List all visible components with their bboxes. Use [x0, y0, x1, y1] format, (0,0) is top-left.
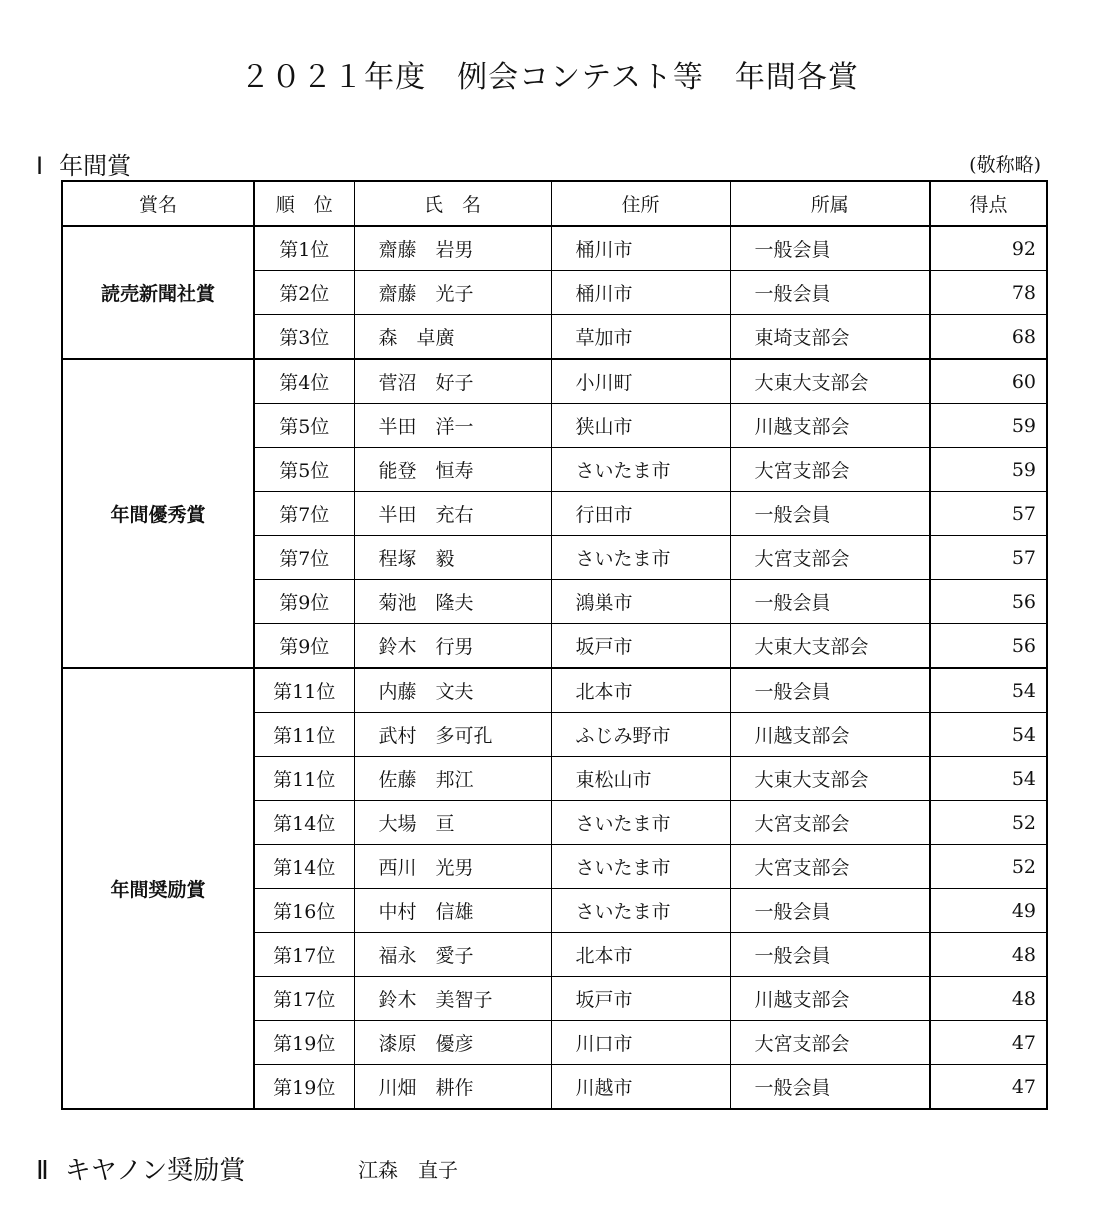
address-cell: 川口市 [551, 1021, 730, 1065]
rank-cell: 第19位 [254, 1021, 354, 1065]
rank-cell: 第3位 [254, 315, 354, 360]
name-cell: 半田 充右 [354, 492, 551, 536]
section-label: 年間賞 [59, 152, 132, 180]
rank-cell: 第5位 [254, 404, 354, 448]
affiliation-cell: 川越支部会 [730, 713, 930, 757]
address-cell: 小川町 [551, 359, 730, 404]
name-cell: 川畑 耕作 [354, 1065, 551, 1110]
score-cell: 48 [930, 933, 1047, 977]
award-name: 年間奨励賞 [62, 668, 254, 1109]
address-cell: さいたま市 [551, 448, 730, 492]
address-cell: さいたま市 [551, 845, 730, 889]
score-cell: 54 [930, 668, 1047, 713]
affiliation-cell: 一般会員 [730, 492, 930, 536]
score-cell: 47 [930, 1021, 1047, 1065]
header-score: 得点 [930, 181, 1047, 226]
table-header-row [62, 181, 1047, 226]
affiliation-cell: 一般会員 [730, 226, 930, 271]
affiliation-cell: 大東大支部会 [730, 757, 930, 801]
name-cell: 大場 亘 [354, 801, 551, 845]
rank-cell: 第14位 [254, 801, 354, 845]
score-cell: 56 [930, 580, 1047, 624]
address-cell: 北本市 [551, 933, 730, 977]
name-cell: 西川 光男 [354, 845, 551, 889]
address-cell: さいたま市 [551, 801, 730, 845]
affiliation-cell: 大宮支部会 [730, 1021, 930, 1065]
score-cell: 52 [930, 845, 1047, 889]
header-name: 氏 名 [354, 181, 551, 226]
score-cell: 57 [930, 536, 1047, 580]
score-cell: 57 [930, 492, 1047, 536]
name-cell: 齋藤 岩男 [354, 226, 551, 271]
rank-cell: 第7位 [254, 492, 354, 536]
affiliation-cell: 東埼支部会 [730, 315, 930, 360]
header-address: 住所 [551, 181, 730, 226]
rank-cell: 第11位 [254, 713, 354, 757]
affiliation-cell: 一般会員 [730, 271, 930, 315]
score-cell: 54 [930, 713, 1047, 757]
rank-cell: 第5位 [254, 448, 354, 492]
affiliation-cell: 大宮支部会 [730, 801, 930, 845]
rank-cell: 第9位 [254, 624, 354, 669]
address-cell: 桶川市 [551, 226, 730, 271]
affiliation-cell: 大宮支部会 [730, 448, 930, 492]
rank-cell: 第4位 [254, 359, 354, 404]
rank-cell: 第7位 [254, 536, 354, 580]
affiliation-cell: 一般会員 [730, 1065, 930, 1110]
affiliation-cell: 川越支部会 [730, 404, 930, 448]
table-row [62, 359, 1047, 404]
score-cell: 54 [930, 757, 1047, 801]
table-row [62, 668, 1047, 713]
name-cell: 中村 信雄 [354, 889, 551, 933]
header-rank: 順 位 [254, 181, 354, 226]
address-cell: 坂戸市 [551, 977, 730, 1021]
score-cell: 56 [930, 624, 1047, 669]
score-cell: 49 [930, 889, 1047, 933]
affiliation-cell: 一般会員 [730, 580, 930, 624]
rank-cell: 第17位 [254, 933, 354, 977]
address-cell: 行田市 [551, 492, 730, 536]
rank-cell: 第16位 [254, 889, 354, 933]
header-award: 賞名 [62, 181, 254, 226]
award-name: 読売新聞社賞 [62, 226, 254, 359]
name-cell: 程塚 毅 [354, 536, 551, 580]
address-cell: ふじみ野市 [551, 713, 730, 757]
rank-cell: 第11位 [254, 757, 354, 801]
score-cell: 47 [930, 1065, 1047, 1110]
section-label: キヤノン奨励賞 [64, 1156, 246, 1186]
rank-cell: 第17位 [254, 977, 354, 1021]
honorific-note: (敬称略) [969, 154, 1041, 176]
awards-table [61, 180, 1048, 1110]
name-cell: 菊池 隆夫 [354, 580, 551, 624]
address-cell: 草加市 [551, 315, 730, 360]
score-cell: 60 [930, 359, 1047, 404]
address-cell: 坂戸市 [551, 624, 730, 669]
name-cell: 福永 愛子 [354, 933, 551, 977]
name-cell: 武村 多可孔 [354, 713, 551, 757]
affiliation-cell: 大東大支部会 [730, 359, 930, 404]
affiliation-cell: 一般会員 [730, 889, 930, 933]
name-cell: 内藤 文夫 [354, 668, 551, 713]
name-cell: 鈴木 行男 [354, 624, 551, 669]
name-cell: 森 卓廣 [354, 315, 551, 360]
score-cell: 68 [930, 315, 1047, 360]
address-cell: 東松山市 [551, 757, 730, 801]
award-name: 年間優秀賞 [62, 359, 254, 668]
address-cell: 狭山市 [551, 404, 730, 448]
header-affiliation: 所属 [730, 181, 930, 226]
address-cell: 川越市 [551, 1065, 730, 1110]
rank-cell: 第19位 [254, 1065, 354, 1110]
name-cell: 鈴木 美智子 [354, 977, 551, 1021]
address-cell: さいたま市 [551, 889, 730, 933]
name-cell: 齋藤 光子 [354, 271, 551, 315]
rank-cell: 第1位 [254, 226, 354, 271]
address-cell: 鴻巣市 [551, 580, 730, 624]
name-cell: 半田 洋一 [354, 404, 551, 448]
score-cell: 92 [930, 226, 1047, 271]
affiliation-cell: 大宮支部会 [730, 536, 930, 580]
rank-cell: 第14位 [254, 845, 354, 889]
affiliation-cell: 大宮支部会 [730, 845, 930, 889]
rank-cell: 第11位 [254, 668, 354, 713]
name-cell: 菅沼 好子 [354, 359, 551, 404]
section-number: Ⅱ [36, 1156, 49, 1186]
rank-cell: 第9位 [254, 580, 354, 624]
rank-cell: 第2位 [254, 271, 354, 315]
name-cell: 佐藤 邦江 [354, 757, 551, 801]
address-cell: 桶川市 [551, 271, 730, 315]
score-cell: 59 [930, 404, 1047, 448]
score-cell: 78 [930, 271, 1047, 315]
score-cell: 52 [930, 801, 1047, 845]
affiliation-cell: 一般会員 [730, 668, 930, 713]
name-cell: 漆原 優彦 [354, 1021, 551, 1065]
table-row [62, 226, 1047, 271]
section-heading-canon [36, 1150, 245, 1187]
score-cell: 59 [930, 448, 1047, 492]
section-heading-annual [36, 146, 131, 181]
canon-award-winner: 江森 直子 [358, 1158, 458, 1182]
address-cell: 北本市 [551, 668, 730, 713]
affiliation-cell: 大東大支部会 [730, 624, 930, 669]
affiliation-cell: 一般会員 [730, 933, 930, 977]
page-title: ２０２１年度 例会コンテスト等 年間各賞 [240, 60, 859, 95]
score-cell: 48 [930, 977, 1047, 1021]
address-cell: さいたま市 [551, 536, 730, 580]
section-number: Ⅰ [36, 152, 44, 180]
name-cell: 能登 恒寿 [354, 448, 551, 492]
affiliation-cell: 川越支部会 [730, 977, 930, 1021]
